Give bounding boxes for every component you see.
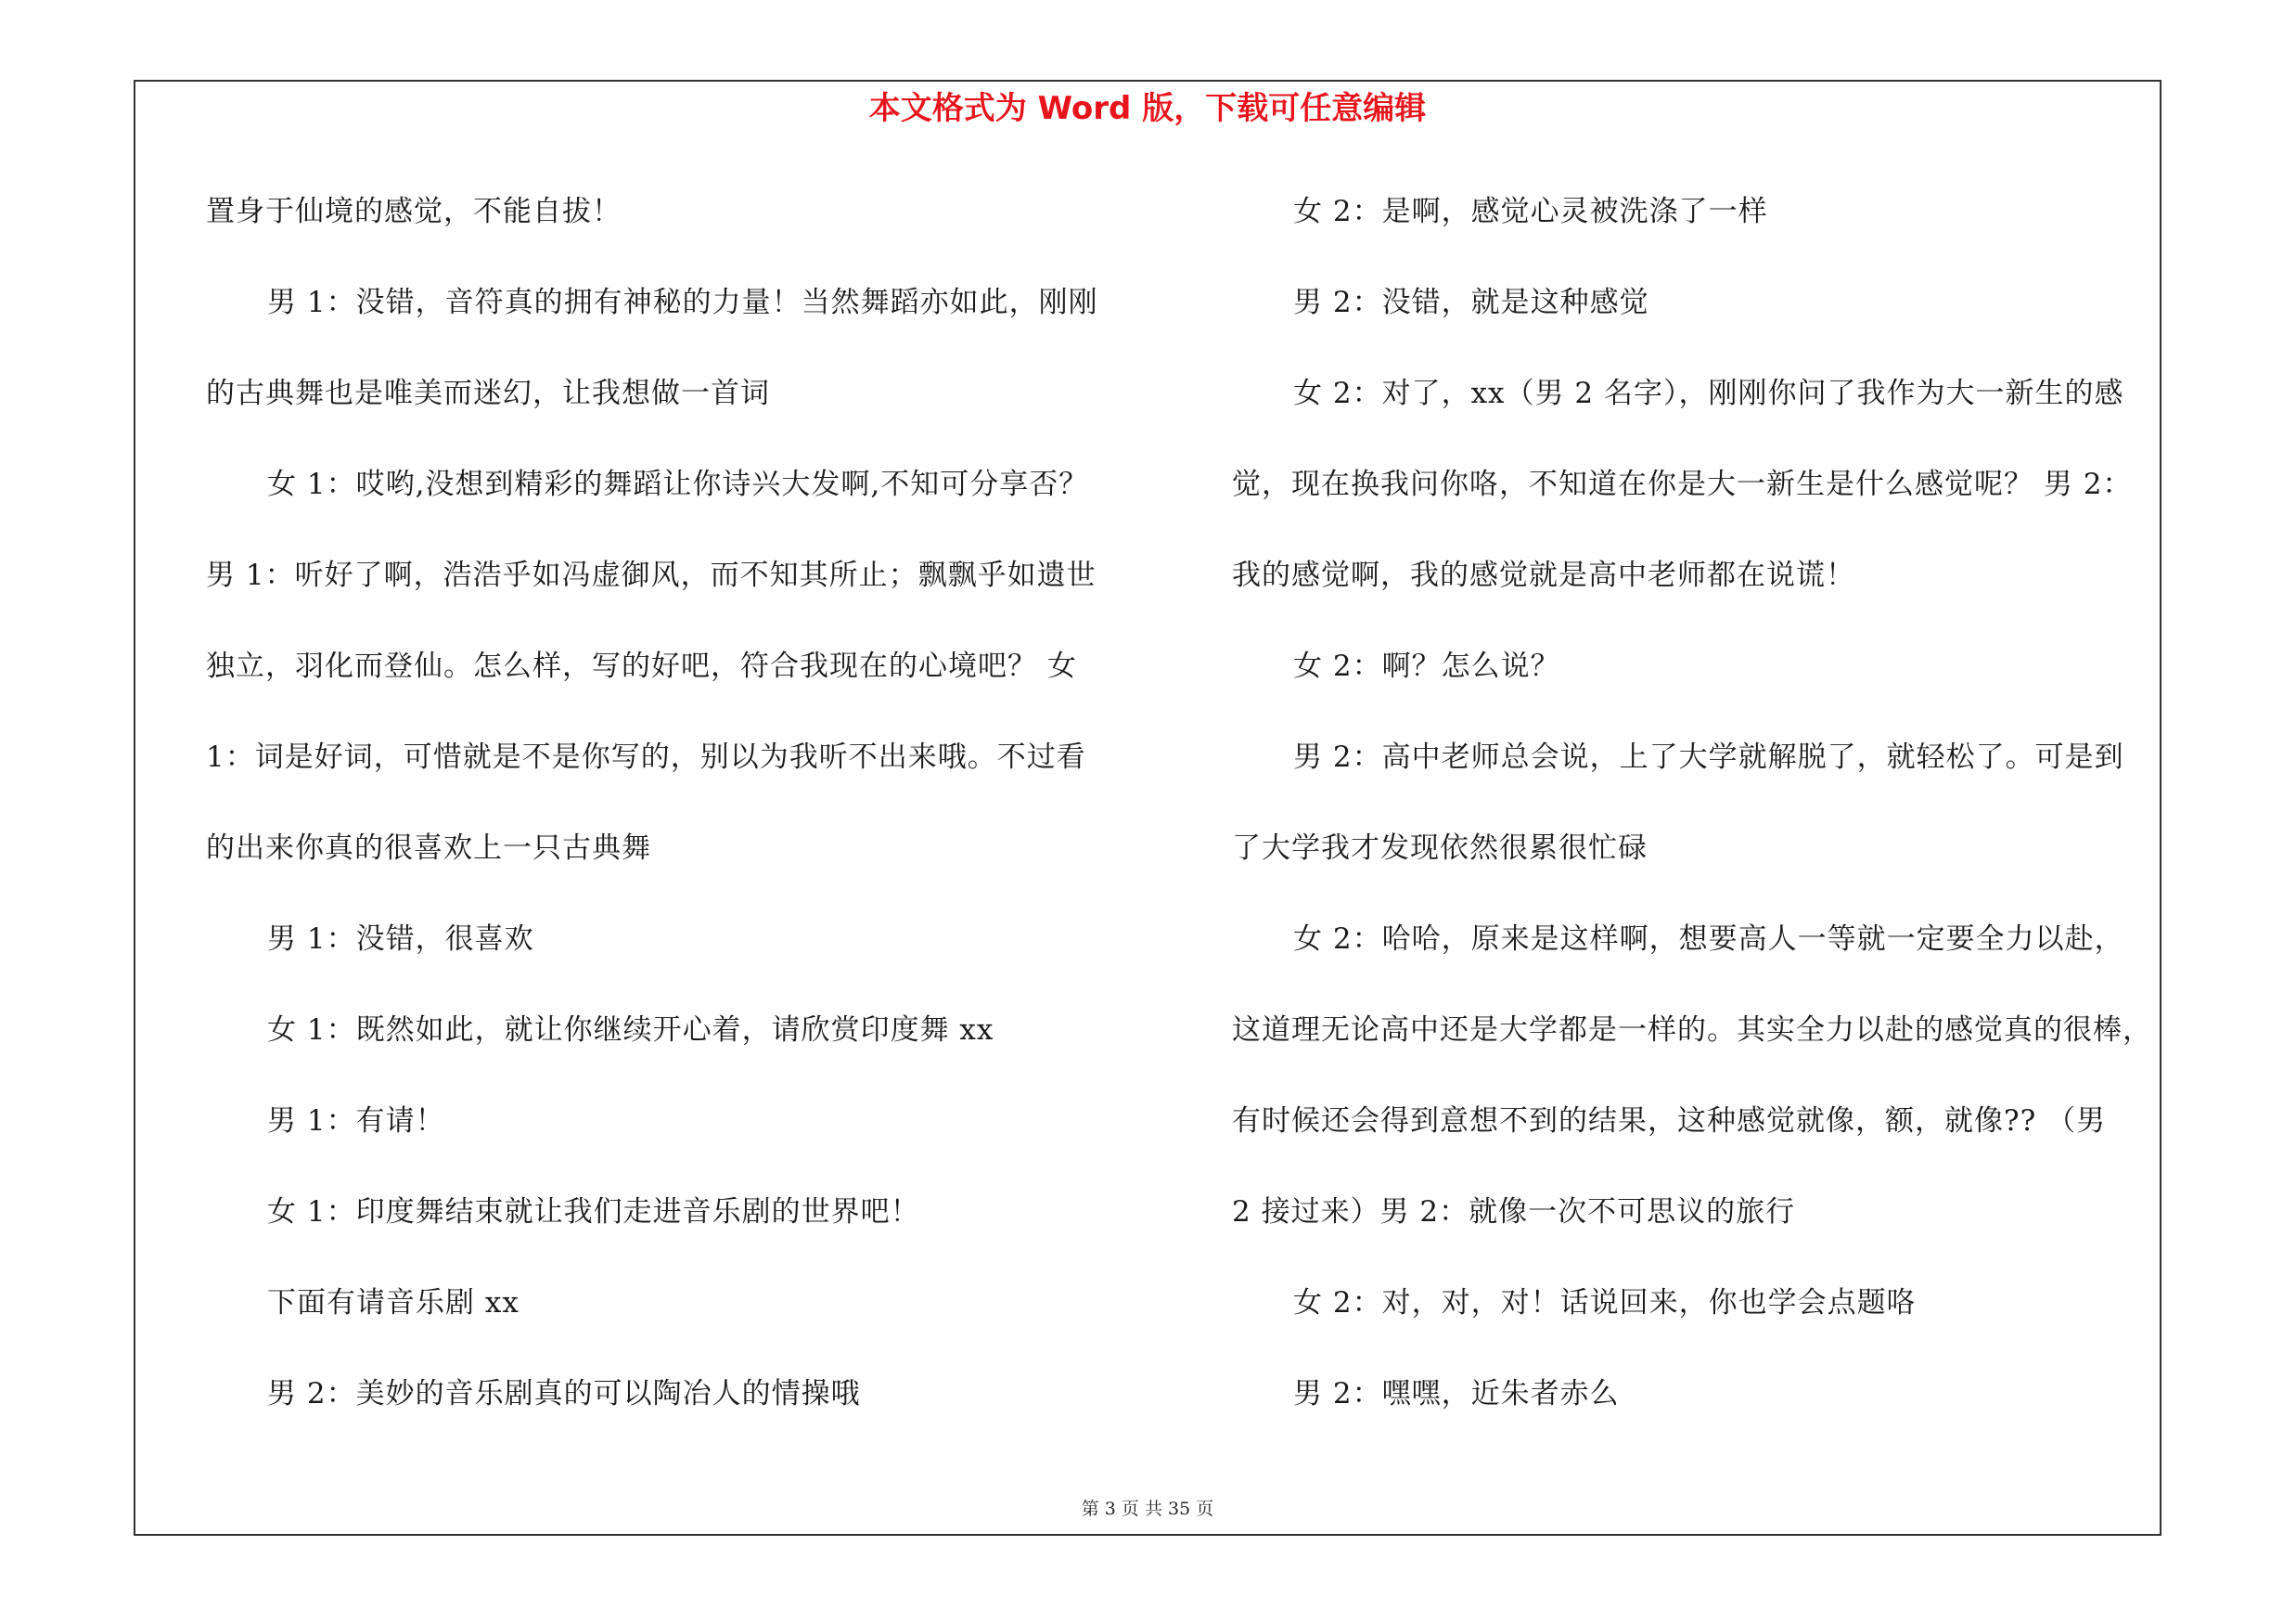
- text-line: 男 1：有请！: [267, 1104, 445, 1138]
- text-line: 独立，羽化而登仙。怎么样，写的好吧，符合我现在的心境吧？ 女: [206, 650, 1077, 683]
- text-line: 男 2：高中老师总会说，上了大学就解脱了，就轻松了。可是到: [1293, 741, 2124, 774]
- text-line: 2 接过来）男 2：就像一次不可思议的旅行: [1232, 1195, 1796, 1229]
- text-line: 1：词是好词，可惜就是不是你写的，别以为我听不出来哦。不过看: [206, 741, 1086, 774]
- page-indicator: 第 3 页 共 35 页: [1081, 1499, 1214, 1519]
- text-line: 下面有请音乐剧 xx: [267, 1286, 519, 1320]
- text-line: 女 1：印度舞结束就让我们走进音乐剧的世界吧！: [267, 1195, 920, 1229]
- left-text-column: [206, 184, 1124, 1457]
- text-line: 男 2：没错，就是这种感觉: [1293, 286, 1649, 319]
- text-line: 的出来你真的很喜欢上一只古典舞: [206, 831, 651, 865]
- text-line: 女 2：对了，xx（男 2 名字），刚刚你问了我作为大一新生的感: [1293, 377, 2124, 410]
- text-line: 男 1：听好了啊，浩浩乎如冯虚御风，而不知其所止；飘飘乎如遗世: [206, 559, 1097, 592]
- text-line: 觉，现在换我问你咯，不知道在你是大一新生是什么感觉呢？ 男 2：: [1232, 468, 2133, 501]
- text-line: 女 2：哈哈，原来是这样啊，想要高人一等就一定要全力以赴，: [1293, 922, 2124, 956]
- text-line: 这道理无论高中还是大学都是一样的。其实全力以赴的感觉真的很棒，: [1232, 1013, 2152, 1047]
- text-line: 的古典舞也是唯美而迷幻，让我想做一首词: [206, 377, 770, 410]
- text-line: 男 1：没错，很喜欢: [267, 922, 534, 956]
- word-format-banner: 本文格式为 Word 版，下载可任意编辑: [868, 90, 1427, 127]
- text-line: 了大学我才发现依然很累很忙碌: [1232, 831, 1648, 865]
- right-text-column: [1232, 184, 2160, 1457]
- text-line: 男 1：没错，音符真的拥有神秘的力量！当然舞蹈亦如此，刚刚: [267, 286, 1098, 319]
- text-line: 我的感觉啊，我的感觉就是高中老师都在说谎！: [1232, 559, 1855, 592]
- text-line: 置身于仙境的感觉，不能自拔！: [206, 195, 622, 228]
- text-line: 女 2：是啊，感觉心灵被洗涤了一样: [1293, 195, 1768, 228]
- text-line: 女 1：哎哟,没想到精彩的舞蹈让你诗兴大发啊,不知可分享否？: [267, 468, 1089, 501]
- text-line: 男 2：嘿嘿，近朱者赤么: [1293, 1377, 1620, 1410]
- text-line: 有时候还会得到意想不到的结果，这种感觉就像，额，就像?? （男: [1232, 1104, 2107, 1138]
- text-line: 男 2：美妙的音乐剧真的可以陶冶人的情操哦: [267, 1377, 861, 1410]
- text-line: 女 1：既然如此，就让你继续开心着，请欣赏印度舞 xx: [267, 1013, 994, 1047]
- text-line: 女 2：对，对，对！话说回来，你也学会点题咯: [1293, 1286, 1917, 1320]
- text-line: 女 2：啊？怎么说？: [1293, 650, 1560, 683]
